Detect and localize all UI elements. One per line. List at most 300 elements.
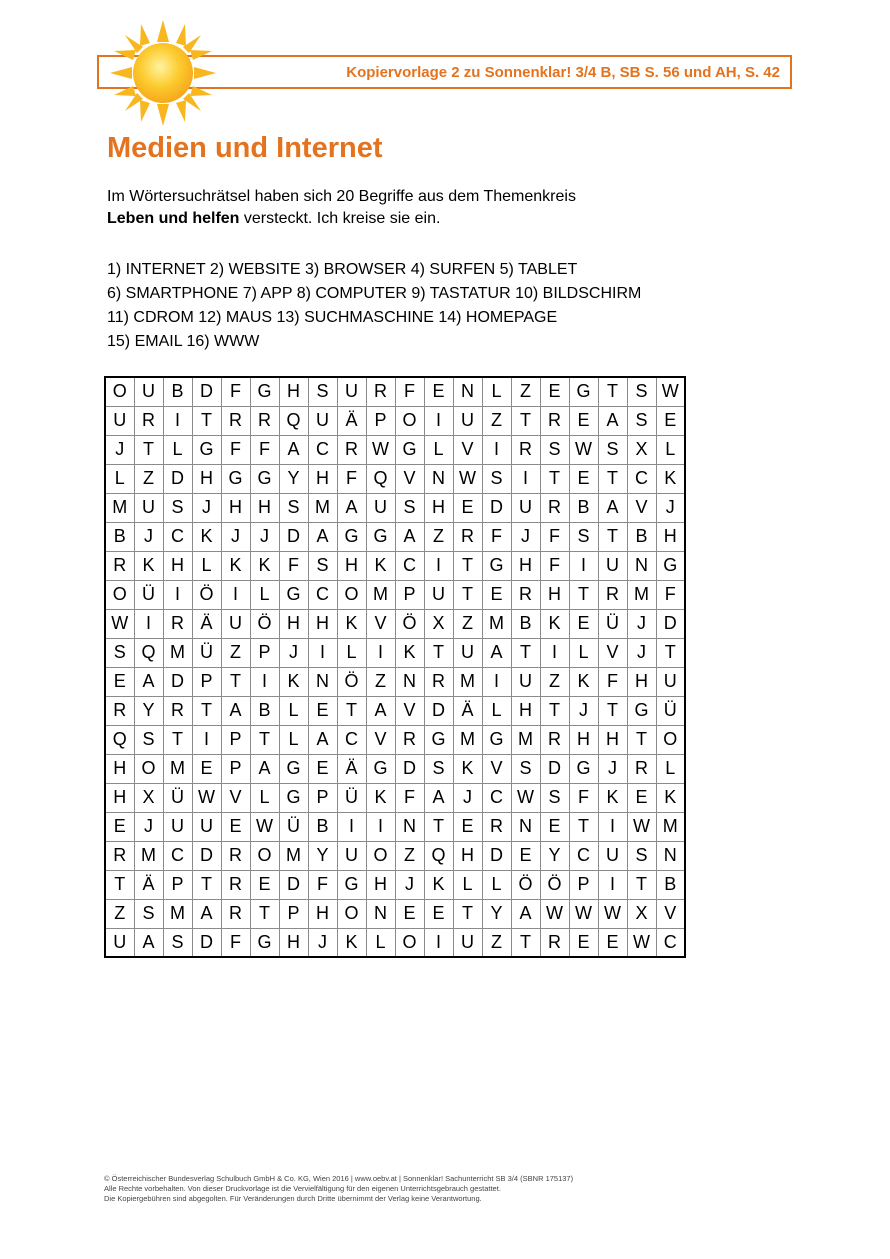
- grid-cell[interactable]: H: [656, 522, 685, 551]
- grid-cell[interactable]: T: [627, 725, 656, 754]
- grid-cell[interactable]: A: [192, 899, 221, 928]
- grid-cell[interactable]: O: [366, 841, 395, 870]
- grid-cell[interactable]: I: [598, 812, 627, 841]
- grid-cell[interactable]: Z: [511, 377, 540, 406]
- grid-cell[interactable]: W: [569, 435, 598, 464]
- grid-cell[interactable]: N: [627, 551, 656, 580]
- grid-cell[interactable]: W: [250, 812, 279, 841]
- grid-cell[interactable]: J: [134, 812, 163, 841]
- grid-cell[interactable]: M: [656, 812, 685, 841]
- grid-cell[interactable]: U: [221, 609, 250, 638]
- grid-cell[interactable]: Ü: [337, 783, 366, 812]
- grid-cell[interactable]: G: [192, 435, 221, 464]
- grid-cell[interactable]: W: [511, 783, 540, 812]
- grid-cell[interactable]: T: [627, 870, 656, 899]
- grid-cell[interactable]: C: [395, 551, 424, 580]
- grid-cell[interactable]: F: [279, 551, 308, 580]
- grid-cell[interactable]: E: [424, 377, 453, 406]
- grid-cell[interactable]: V: [395, 696, 424, 725]
- grid-cell[interactable]: U: [366, 493, 395, 522]
- grid-cell[interactable]: M: [453, 725, 482, 754]
- grid-cell[interactable]: J: [279, 638, 308, 667]
- grid-cell[interactable]: V: [366, 725, 395, 754]
- grid-cell[interactable]: A: [250, 754, 279, 783]
- grid-cell[interactable]: P: [163, 870, 192, 899]
- grid-cell[interactable]: A: [308, 522, 337, 551]
- grid-cell[interactable]: L: [192, 551, 221, 580]
- grid-cell[interactable]: W: [453, 464, 482, 493]
- grid-cell[interactable]: G: [279, 580, 308, 609]
- grid-cell[interactable]: C: [163, 841, 192, 870]
- grid-cell[interactable]: D: [192, 377, 221, 406]
- grid-cell[interactable]: S: [105, 638, 134, 667]
- grid-cell[interactable]: H: [308, 609, 337, 638]
- grid-cell[interactable]: V: [482, 754, 511, 783]
- grid-cell[interactable]: F: [250, 435, 279, 464]
- grid-cell[interactable]: E: [221, 812, 250, 841]
- grid-cell[interactable]: T: [424, 638, 453, 667]
- grid-cell[interactable]: R: [105, 696, 134, 725]
- grid-cell[interactable]: F: [598, 667, 627, 696]
- grid-cell[interactable]: U: [134, 493, 163, 522]
- grid-cell[interactable]: O: [337, 899, 366, 928]
- grid-cell[interactable]: H: [337, 551, 366, 580]
- grid-cell[interactable]: R: [540, 725, 569, 754]
- grid-cell[interactable]: J: [134, 522, 163, 551]
- grid-cell[interactable]: Y: [482, 899, 511, 928]
- grid-cell[interactable]: K: [424, 870, 453, 899]
- grid-cell[interactable]: Z: [482, 928, 511, 957]
- grid-cell[interactable]: U: [453, 928, 482, 957]
- grid-cell[interactable]: T: [105, 870, 134, 899]
- grid-cell[interactable]: P: [366, 406, 395, 435]
- grid-cell[interactable]: F: [221, 377, 250, 406]
- grid-cell[interactable]: H: [192, 464, 221, 493]
- grid-cell[interactable]: C: [163, 522, 192, 551]
- grid-cell[interactable]: W: [598, 899, 627, 928]
- grid-cell[interactable]: J: [105, 435, 134, 464]
- grid-cell[interactable]: L: [366, 928, 395, 957]
- grid-cell[interactable]: L: [250, 580, 279, 609]
- grid-cell[interactable]: P: [308, 783, 337, 812]
- grid-cell[interactable]: K: [540, 609, 569, 638]
- grid-cell[interactable]: T: [598, 377, 627, 406]
- grid-cell[interactable]: S: [308, 377, 337, 406]
- grid-cell[interactable]: H: [105, 783, 134, 812]
- grid-cell[interactable]: S: [308, 551, 337, 580]
- grid-cell[interactable]: V: [598, 638, 627, 667]
- grid-cell[interactable]: G: [366, 754, 395, 783]
- grid-cell[interactable]: V: [395, 464, 424, 493]
- grid-cell[interactable]: T: [540, 464, 569, 493]
- grid-cell[interactable]: Z: [424, 522, 453, 551]
- grid-cell[interactable]: T: [424, 812, 453, 841]
- grid-cell[interactable]: T: [598, 522, 627, 551]
- grid-cell[interactable]: F: [540, 551, 569, 580]
- grid-cell[interactable]: R: [395, 725, 424, 754]
- grid-cell[interactable]: G: [337, 522, 366, 551]
- grid-cell[interactable]: E: [453, 812, 482, 841]
- grid-cell[interactable]: G: [424, 725, 453, 754]
- grid-cell[interactable]: R: [482, 812, 511, 841]
- grid-cell[interactable]: I: [424, 551, 453, 580]
- grid-cell[interactable]: V: [627, 493, 656, 522]
- grid-cell[interactable]: T: [192, 696, 221, 725]
- grid-cell[interactable]: B: [656, 870, 685, 899]
- grid-cell[interactable]: O: [105, 580, 134, 609]
- grid-cell[interactable]: G: [250, 377, 279, 406]
- grid-cell[interactable]: D: [192, 928, 221, 957]
- grid-cell[interactable]: G: [569, 377, 598, 406]
- grid-cell[interactable]: V: [656, 899, 685, 928]
- grid-cell[interactable]: J: [656, 493, 685, 522]
- grid-cell[interactable]: T: [221, 667, 250, 696]
- grid-cell[interactable]: M: [163, 754, 192, 783]
- grid-cell[interactable]: E: [482, 580, 511, 609]
- grid-cell[interactable]: C: [308, 435, 337, 464]
- grid-cell[interactable]: E: [511, 841, 540, 870]
- grid-cell[interactable]: S: [627, 377, 656, 406]
- grid-cell[interactable]: M: [627, 580, 656, 609]
- grid-cell[interactable]: K: [656, 783, 685, 812]
- grid-cell[interactable]: I: [569, 551, 598, 580]
- grid-cell[interactable]: A: [424, 783, 453, 812]
- grid-cell[interactable]: S: [134, 725, 163, 754]
- grid-cell[interactable]: K: [221, 551, 250, 580]
- grid-cell[interactable]: W: [366, 435, 395, 464]
- grid-cell[interactable]: D: [540, 754, 569, 783]
- grid-cell[interactable]: U: [453, 406, 482, 435]
- grid-cell[interactable]: Q: [279, 406, 308, 435]
- grid-cell[interactable]: R: [424, 667, 453, 696]
- grid-cell[interactable]: R: [221, 899, 250, 928]
- grid-cell[interactable]: W: [627, 812, 656, 841]
- grid-cell[interactable]: T: [250, 899, 279, 928]
- grid-cell[interactable]: J: [308, 928, 337, 957]
- grid-cell[interactable]: E: [569, 406, 598, 435]
- grid-cell[interactable]: P: [221, 725, 250, 754]
- grid-cell[interactable]: R: [511, 580, 540, 609]
- grid-cell[interactable]: T: [134, 435, 163, 464]
- grid-cell[interactable]: Y: [134, 696, 163, 725]
- grid-cell[interactable]: Z: [540, 667, 569, 696]
- grid-cell[interactable]: M: [511, 725, 540, 754]
- grid-cell[interactable]: T: [453, 580, 482, 609]
- grid-cell[interactable]: F: [308, 870, 337, 899]
- grid-cell[interactable]: U: [656, 667, 685, 696]
- grid-cell[interactable]: E: [424, 899, 453, 928]
- grid-cell[interactable]: G: [250, 464, 279, 493]
- grid-cell[interactable]: B: [569, 493, 598, 522]
- grid-cell[interactable]: V: [453, 435, 482, 464]
- grid-cell[interactable]: D: [279, 522, 308, 551]
- grid-cell[interactable]: O: [395, 406, 424, 435]
- grid-cell[interactable]: L: [453, 870, 482, 899]
- grid-cell[interactable]: I: [366, 638, 395, 667]
- grid-cell[interactable]: J: [250, 522, 279, 551]
- grid-cell[interactable]: K: [395, 638, 424, 667]
- grid-cell[interactable]: J: [453, 783, 482, 812]
- grid-cell[interactable]: T: [163, 725, 192, 754]
- grid-cell[interactable]: I: [540, 638, 569, 667]
- grid-cell[interactable]: R: [598, 580, 627, 609]
- grid-cell[interactable]: R: [250, 406, 279, 435]
- grid-cell[interactable]: W: [540, 899, 569, 928]
- grid-cell[interactable]: A: [221, 696, 250, 725]
- grid-cell[interactable]: H: [424, 493, 453, 522]
- grid-cell[interactable]: X: [627, 435, 656, 464]
- grid-cell[interactable]: Ä: [453, 696, 482, 725]
- grid-cell[interactable]: K: [192, 522, 221, 551]
- grid-cell[interactable]: T: [337, 696, 366, 725]
- grid-cell[interactable]: D: [395, 754, 424, 783]
- grid-cell[interactable]: L: [656, 435, 685, 464]
- grid-cell[interactable]: W: [656, 377, 685, 406]
- grid-cell[interactable]: T: [250, 725, 279, 754]
- grid-cell[interactable]: A: [134, 667, 163, 696]
- grid-cell[interactable]: S: [134, 899, 163, 928]
- grid-cell[interactable]: I: [598, 870, 627, 899]
- grid-cell[interactable]: H: [453, 841, 482, 870]
- grid-cell[interactable]: E: [540, 377, 569, 406]
- grid-cell[interactable]: Q: [424, 841, 453, 870]
- grid-cell[interactable]: T: [598, 464, 627, 493]
- grid-cell[interactable]: S: [569, 522, 598, 551]
- grid-cell[interactable]: U: [192, 812, 221, 841]
- grid-cell[interactable]: E: [192, 754, 221, 783]
- grid-cell[interactable]: G: [250, 928, 279, 957]
- grid-cell[interactable]: E: [105, 667, 134, 696]
- grid-cell[interactable]: Z: [134, 464, 163, 493]
- grid-cell[interactable]: M: [163, 638, 192, 667]
- grid-cell[interactable]: Ü: [134, 580, 163, 609]
- grid-cell[interactable]: E: [598, 928, 627, 957]
- grid-cell[interactable]: R: [105, 551, 134, 580]
- grid-cell[interactable]: A: [366, 696, 395, 725]
- grid-cell[interactable]: E: [105, 812, 134, 841]
- grid-cell[interactable]: G: [627, 696, 656, 725]
- grid-cell[interactable]: F: [656, 580, 685, 609]
- grid-cell[interactable]: Ü: [656, 696, 685, 725]
- grid-cell[interactable]: S: [395, 493, 424, 522]
- grid-cell[interactable]: T: [511, 928, 540, 957]
- grid-cell[interactable]: J: [598, 754, 627, 783]
- grid-cell[interactable]: C: [656, 928, 685, 957]
- grid-cell[interactable]: K: [366, 551, 395, 580]
- grid-cell[interactable]: Ö: [192, 580, 221, 609]
- grid-cell[interactable]: E: [250, 870, 279, 899]
- grid-cell[interactable]: H: [627, 667, 656, 696]
- grid-cell[interactable]: F: [395, 783, 424, 812]
- grid-cell[interactable]: U: [511, 667, 540, 696]
- grid-cell[interactable]: O: [134, 754, 163, 783]
- grid-cell[interactable]: I: [482, 435, 511, 464]
- grid-cell[interactable]: G: [279, 754, 308, 783]
- grid-cell[interactable]: H: [250, 493, 279, 522]
- grid-cell[interactable]: Ä: [337, 754, 366, 783]
- grid-cell[interactable]: Z: [366, 667, 395, 696]
- grid-cell[interactable]: Y: [279, 464, 308, 493]
- grid-cell[interactable]: R: [540, 493, 569, 522]
- grid-cell[interactable]: I: [250, 667, 279, 696]
- grid-cell[interactable]: K: [250, 551, 279, 580]
- grid-cell[interactable]: Ä: [337, 406, 366, 435]
- grid-cell[interactable]: K: [453, 754, 482, 783]
- grid-cell[interactable]: H: [221, 493, 250, 522]
- grid-cell[interactable]: S: [540, 783, 569, 812]
- grid-cell[interactable]: E: [540, 812, 569, 841]
- grid-cell[interactable]: H: [366, 870, 395, 899]
- grid-cell[interactable]: L: [163, 435, 192, 464]
- grid-cell[interactable]: Ö: [395, 609, 424, 638]
- grid-cell[interactable]: U: [511, 493, 540, 522]
- grid-cell[interactable]: H: [279, 377, 308, 406]
- grid-cell[interactable]: U: [337, 841, 366, 870]
- grid-cell[interactable]: S: [163, 493, 192, 522]
- grid-cell[interactable]: U: [308, 406, 337, 435]
- grid-cell[interactable]: H: [511, 696, 540, 725]
- grid-cell[interactable]: M: [279, 841, 308, 870]
- grid-cell[interactable]: M: [366, 580, 395, 609]
- grid-cell[interactable]: T: [453, 899, 482, 928]
- grid-cell[interactable]: Ü: [279, 812, 308, 841]
- grid-cell[interactable]: P: [250, 638, 279, 667]
- grid-cell[interactable]: G: [337, 870, 366, 899]
- grid-cell[interactable]: L: [424, 435, 453, 464]
- grid-cell[interactable]: D: [482, 841, 511, 870]
- grid-cell[interactable]: I: [366, 812, 395, 841]
- grid-cell[interactable]: P: [192, 667, 221, 696]
- grid-cell[interactable]: N: [453, 377, 482, 406]
- grid-cell[interactable]: D: [163, 667, 192, 696]
- grid-cell[interactable]: H: [569, 725, 598, 754]
- grid-cell[interactable]: I: [163, 580, 192, 609]
- grid-cell[interactable]: A: [134, 928, 163, 957]
- grid-cell[interactable]: S: [163, 928, 192, 957]
- grid-cell[interactable]: A: [598, 406, 627, 435]
- grid-cell[interactable]: K: [134, 551, 163, 580]
- grid-cell[interactable]: T: [569, 580, 598, 609]
- grid-cell[interactable]: K: [656, 464, 685, 493]
- grid-cell[interactable]: O: [395, 928, 424, 957]
- grid-cell[interactable]: C: [337, 725, 366, 754]
- grid-cell[interactable]: I: [163, 406, 192, 435]
- grid-cell[interactable]: H: [308, 899, 337, 928]
- grid-cell[interactable]: P: [569, 870, 598, 899]
- grid-cell[interactable]: R: [453, 522, 482, 551]
- grid-cell[interactable]: W: [627, 928, 656, 957]
- grid-cell[interactable]: L: [279, 725, 308, 754]
- grid-cell[interactable]: H: [511, 551, 540, 580]
- grid-cell[interactable]: Z: [453, 609, 482, 638]
- grid-cell[interactable]: G: [482, 725, 511, 754]
- grid-cell[interactable]: N: [511, 812, 540, 841]
- grid-cell[interactable]: U: [134, 377, 163, 406]
- grid-cell[interactable]: E: [569, 928, 598, 957]
- grid-cell[interactable]: K: [279, 667, 308, 696]
- grid-cell[interactable]: Z: [482, 406, 511, 435]
- grid-cell[interactable]: W: [192, 783, 221, 812]
- grid-cell[interactable]: D: [482, 493, 511, 522]
- grid-cell[interactable]: R: [134, 406, 163, 435]
- grid-cell[interactable]: I: [337, 812, 366, 841]
- grid-cell[interactable]: M: [163, 899, 192, 928]
- grid-cell[interactable]: J: [627, 609, 656, 638]
- grid-cell[interactable]: B: [163, 377, 192, 406]
- grid-cell[interactable]: I: [511, 464, 540, 493]
- grid-cell[interactable]: Ä: [134, 870, 163, 899]
- grid-cell[interactable]: C: [308, 580, 337, 609]
- grid-cell[interactable]: K: [366, 783, 395, 812]
- grid-cell[interactable]: J: [569, 696, 598, 725]
- grid-cell[interactable]: H: [308, 464, 337, 493]
- grid-cell[interactable]: J: [192, 493, 221, 522]
- grid-cell[interactable]: L: [656, 754, 685, 783]
- grid-cell[interactable]: L: [482, 696, 511, 725]
- grid-cell[interactable]: I: [308, 638, 337, 667]
- grid-cell[interactable]: E: [569, 464, 598, 493]
- grid-cell[interactable]: R: [540, 928, 569, 957]
- grid-cell[interactable]: E: [656, 406, 685, 435]
- grid-cell[interactable]: T: [569, 812, 598, 841]
- grid-cell[interactable]: R: [221, 870, 250, 899]
- grid-cell[interactable]: U: [598, 551, 627, 580]
- grid-cell[interactable]: G: [366, 522, 395, 551]
- grid-cell[interactable]: U: [424, 580, 453, 609]
- grid-cell[interactable]: N: [366, 899, 395, 928]
- grid-cell[interactable]: K: [337, 928, 366, 957]
- grid-cell[interactable]: R: [221, 406, 250, 435]
- grid-cell[interactable]: Z: [221, 638, 250, 667]
- grid-cell[interactable]: Q: [134, 638, 163, 667]
- grid-cell[interactable]: A: [395, 522, 424, 551]
- grid-cell[interactable]: P: [221, 754, 250, 783]
- grid-cell[interactable]: S: [598, 435, 627, 464]
- grid-cell[interactable]: K: [569, 667, 598, 696]
- grid-cell[interactable]: Z: [105, 899, 134, 928]
- grid-cell[interactable]: F: [337, 464, 366, 493]
- grid-cell[interactable]: N: [656, 841, 685, 870]
- grid-cell[interactable]: U: [105, 406, 134, 435]
- grid-cell[interactable]: H: [279, 609, 308, 638]
- grid-cell[interactable]: G: [395, 435, 424, 464]
- grid-cell[interactable]: A: [279, 435, 308, 464]
- grid-cell[interactable]: P: [279, 899, 308, 928]
- grid-cell[interactable]: D: [279, 870, 308, 899]
- grid-cell[interactable]: N: [424, 464, 453, 493]
- grid-cell[interactable]: G: [221, 464, 250, 493]
- grid-cell[interactable]: V: [221, 783, 250, 812]
- grid-cell[interactable]: I: [221, 580, 250, 609]
- grid-cell[interactable]: L: [105, 464, 134, 493]
- grid-cell[interactable]: K: [598, 783, 627, 812]
- grid-cell[interactable]: R: [366, 377, 395, 406]
- grid-cell[interactable]: F: [221, 928, 250, 957]
- grid-cell[interactable]: W: [105, 609, 134, 638]
- grid-cell[interactable]: O: [337, 580, 366, 609]
- grid-cell[interactable]: Z: [395, 841, 424, 870]
- grid-cell[interactable]: Y: [308, 841, 337, 870]
- grid-cell[interactable]: N: [395, 667, 424, 696]
- grid-cell[interactable]: I: [424, 928, 453, 957]
- grid-cell[interactable]: O: [105, 377, 134, 406]
- grid-cell[interactable]: S: [540, 435, 569, 464]
- grid-cell[interactable]: E: [395, 899, 424, 928]
- grid-cell[interactable]: F: [540, 522, 569, 551]
- grid-cell[interactable]: M: [453, 667, 482, 696]
- grid-cell[interactable]: X: [424, 609, 453, 638]
- grid-cell[interactable]: A: [482, 638, 511, 667]
